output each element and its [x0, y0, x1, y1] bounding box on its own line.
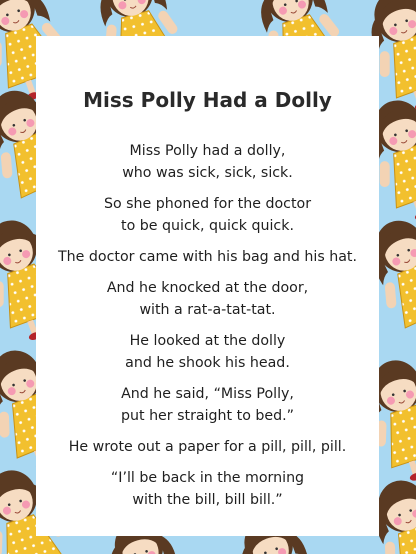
stanza — [36, 383, 379, 427]
stanza — [36, 193, 379, 237]
poem-line: And he said, “Miss Polly, — [121, 386, 294, 402]
poem-line: and he shook his head. — [125, 355, 290, 371]
poem-line: Miss Polly had a dolly, — [129, 143, 286, 159]
poem-card — [36, 36, 379, 536]
poem-line: with a rat-a-tat-tat. — [139, 302, 276, 318]
poem-line: to be quick, quick quick. — [121, 218, 294, 234]
poem-line: He looked at the dolly — [129, 333, 286, 349]
poem-line: So she phoned for the doctor — [103, 196, 312, 212]
poem-line: And he knocked at the door, — [106, 280, 309, 296]
poem-line: put her straight to bed.” — [121, 408, 294, 424]
poem-line: The doctor came with his bag and his hat. — [58, 249, 357, 265]
poem-line: He wrote out a paper for a pill, pill, pill. — [68, 439, 347, 455]
stanza — [36, 330, 379, 374]
stanza — [36, 246, 379, 268]
poem-line: with the bill, bill bill.” — [132, 492, 283, 508]
stanza — [36, 436, 379, 458]
poem-line: who was sick, sick, sick. — [122, 165, 293, 181]
stanza — [36, 140, 379, 184]
poem-line: “I’ll be back in the morning — [110, 470, 305, 486]
poem-title: Miss Polly Had a Dolly — [83, 88, 332, 112]
stanza — [36, 277, 379, 321]
poem-body — [36, 140, 379, 520]
stanza — [36, 467, 379, 511]
